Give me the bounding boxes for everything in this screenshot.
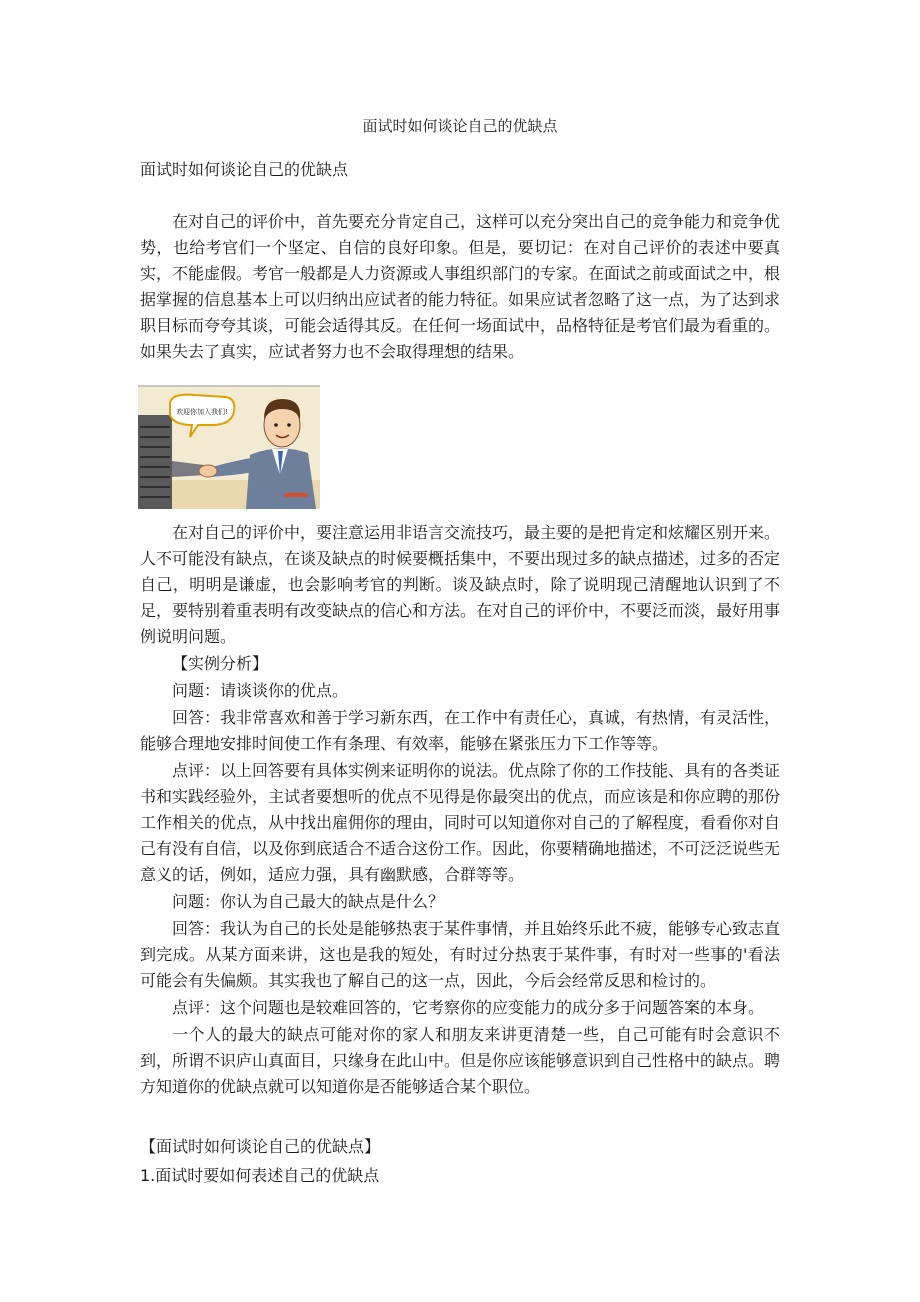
answer-paragraph: 回答：我非常喜欢和善于学习新东西，在工作中有责任心，真诚，有热情，有灵活性，能够合理地安排时间使工作有条理、有效率，能够在紧张压力下工作等等。 — [140, 708, 781, 753]
main-content — [140, 520, 780, 1100]
sign-text: 欢迎你加入我们! — [176, 408, 228, 416]
intro-paragraph: 在对自己的评价中，首先要充分肯定自己，这样可以充分突出自己的竞争能力和竞争优势，也给考官们一个坚定、自信的良好印象。但是，要切记：在对自己评价的表述中要真实，不能虚假。考官一般都是人力资源或人事组织部门的专家。在面试之前或面试之中，根据掌握的信息基本上可以归纳出应试者的能力特征。如果应试者忽略了这一点，为了达到求职目标而夸夸其谈，可能会适得其反。在任何一场面试中，品格特征是考官们最为看重的。如果失去了真实，应试者努力也不会取得理想的结果。 — [140, 212, 781, 361]
section-heading: 【面试时如何谈论自己的优缺点】 — [140, 1137, 381, 1156]
question-paragraph: 问题：请谈谈你的优点。 — [172, 681, 349, 700]
handshake-illustration — [138, 385, 320, 509]
question-paragraph: 问题：你认为自己最大的缺点是什么？ — [172, 892, 445, 911]
comment-paragraph: 点评：以上回答要有具体实例来证明你的说法。优点除了你的工作技能、具有的各类证书和实践经验外，主试者要想听的优点不见得是你最突出的优点，而应该是和你应聘的那份工作相关的优点，从中找出雇佣你的理由，同时可以知道你对自己的了解程度，看看你对自己有没有自信，以及你到底适合不适合这份工作。因此，你要精确地描述，不可泛泛说些无意义的话，例如，适应力强，具有幽默感，合群等等。 — [140, 761, 781, 884]
paragraph: 在对自己的评价中，要注意运用非语言交流技巧，最主要的是把肯定和炫耀区别开来。人不可能没有缺点，在谈及缺点的时候要概括集中，不要出现过多的缺点描述，过多的否定自己，明明是谦虚，也会影响考官的判断。谈及缺点时，除了说明现己清醒地认识到了不足，要特别着重表明有改变缺点的信心和方法。在对自己的评价中，不要泛而淡，最好用事例说明问题。 — [140, 523, 781, 646]
section-item: 1.面试时要如何表述自己的优缺点 — [140, 1166, 380, 1185]
answer-paragraph: 回答：我认为自己的长处是能够热衷于某件事情，并且始终乐此不疲，能够专心致志直到完成。从某方面来讲，这也是我的短处，有时过分热衷于某件事，有时对一些事的'看法可能会有失偏颇。其实我也了解自己的这一点，因此，今后会经常反思和检讨的。 — [140, 919, 781, 990]
page-title: 面试时如何谈论自己的优缺点 — [362, 117, 558, 135]
paragraph: 一个人的最大的缺点可能对你的家人和朋友来讲更清楚一些，自己可能有时会意识不到，所谓不识庐山真面目，只缘身在此山中。但是你应该能够意识到自己性格中的缺点。聘方知道你的优缺点就可以知道你是否能够适合某个职位。 — [140, 1025, 781, 1096]
comment-paragraph: 点评：这个问题也是较难回答的，它考察你的应变能力的成分多于问题答案的本身。 — [172, 998, 765, 1017]
handshake-icon — [138, 385, 320, 509]
intro-section — [140, 209, 780, 365]
article-subheading: 面试时如何谈论自己的优缺点 — [140, 160, 349, 179]
case-analysis-heading: 【实例分析】 — [172, 654, 269, 673]
